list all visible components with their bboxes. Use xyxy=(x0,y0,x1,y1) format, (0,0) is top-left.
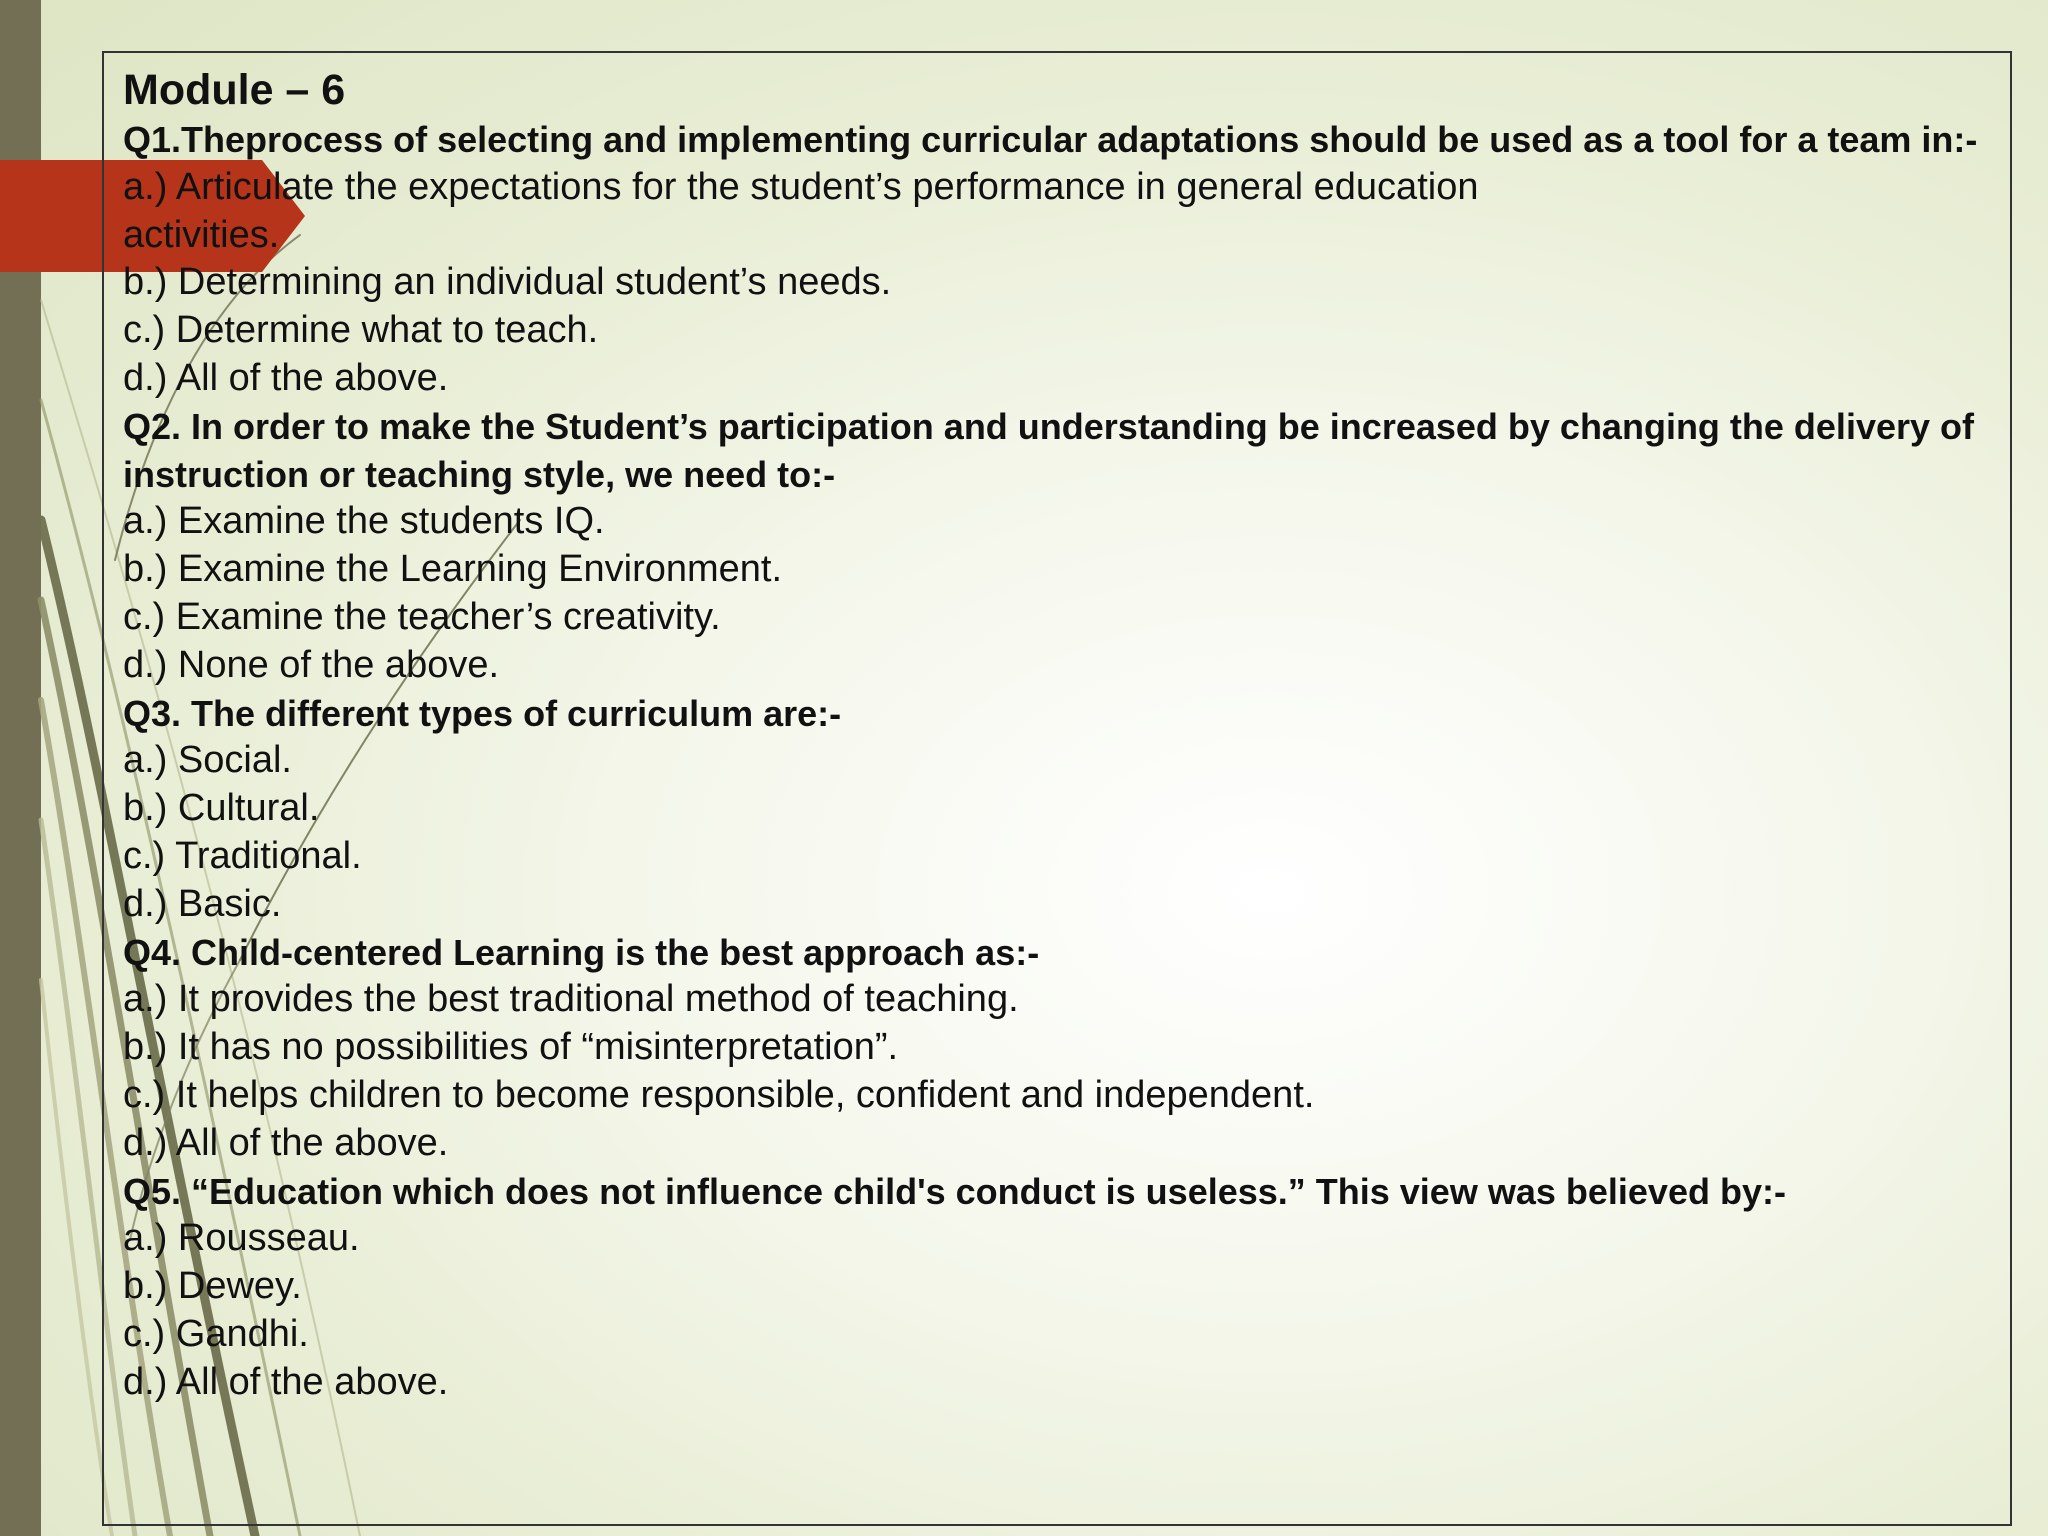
q3-option-c: c.) Traditional. xyxy=(123,834,362,877)
q2-option-b: b.) Examine the Learning Environment. xyxy=(123,548,783,591)
q2-option-c: c.) Examine the teacher’s creativity. xyxy=(123,595,721,638)
question-4-stem: Q4. Child-centered Learning is the best approach as:- xyxy=(123,931,1040,973)
q5-option-b: b.) Dewey. xyxy=(123,1265,302,1308)
q1-option-d: d.) All of the above. xyxy=(123,356,449,399)
q1-option-c: c.) Determine what to teach. xyxy=(123,309,599,352)
q1-option-b: b.) Determining an individual student’s needs. xyxy=(123,261,892,304)
q4-option-d: d.) All of the above. xyxy=(123,1121,449,1164)
question-1-stem: Q1.Theprocess of selecting and implementing curricular adaptations should be used as a tool for a team in:- xyxy=(123,119,1978,160)
question-5-stem: Q5. “Education which does not influence child's conduct is useless.” This view was believed by:- xyxy=(123,1170,1786,1212)
q2-option-d: d.) None of the above. xyxy=(123,643,500,686)
q5-option-d: d.) All of the above. xyxy=(123,1360,449,1403)
slide-text-body xyxy=(123,64,2003,1407)
q4-option-b: b.) It has no possibilities of “misinterpretation”. xyxy=(123,1026,899,1069)
q3-option-a: a.) Social. xyxy=(123,739,292,782)
q4-option-c: c.) It helps children to become responsible, confident and independent. xyxy=(123,1073,1315,1116)
q3-option-d: d.) Basic. xyxy=(123,882,282,925)
q2-option-a: a.) Examine the students IQ. xyxy=(123,500,605,543)
question-2-stem: Q2. In order to make the Student’s participation and understanding be increased by changing the delivery of instruction or teaching style, we need to:- xyxy=(123,405,1974,495)
q1-option-a-continued: activities. xyxy=(123,213,280,256)
q5-option-a: a.) Rousseau. xyxy=(123,1217,360,1260)
q3-option-b: b.) Cultural. xyxy=(123,787,320,830)
module-title: Module – 6 xyxy=(123,66,346,114)
q5-option-c: c.) Gandhi. xyxy=(123,1312,309,1355)
q1-option-a: a.) Articulate the expectations for the student’s performance in general education xyxy=(123,165,1479,208)
q4-option-a: a.) It provides the best traditional method of teaching. xyxy=(123,978,1019,1021)
question-3-stem: Q3. The different types of curriculum are:- xyxy=(123,692,842,734)
